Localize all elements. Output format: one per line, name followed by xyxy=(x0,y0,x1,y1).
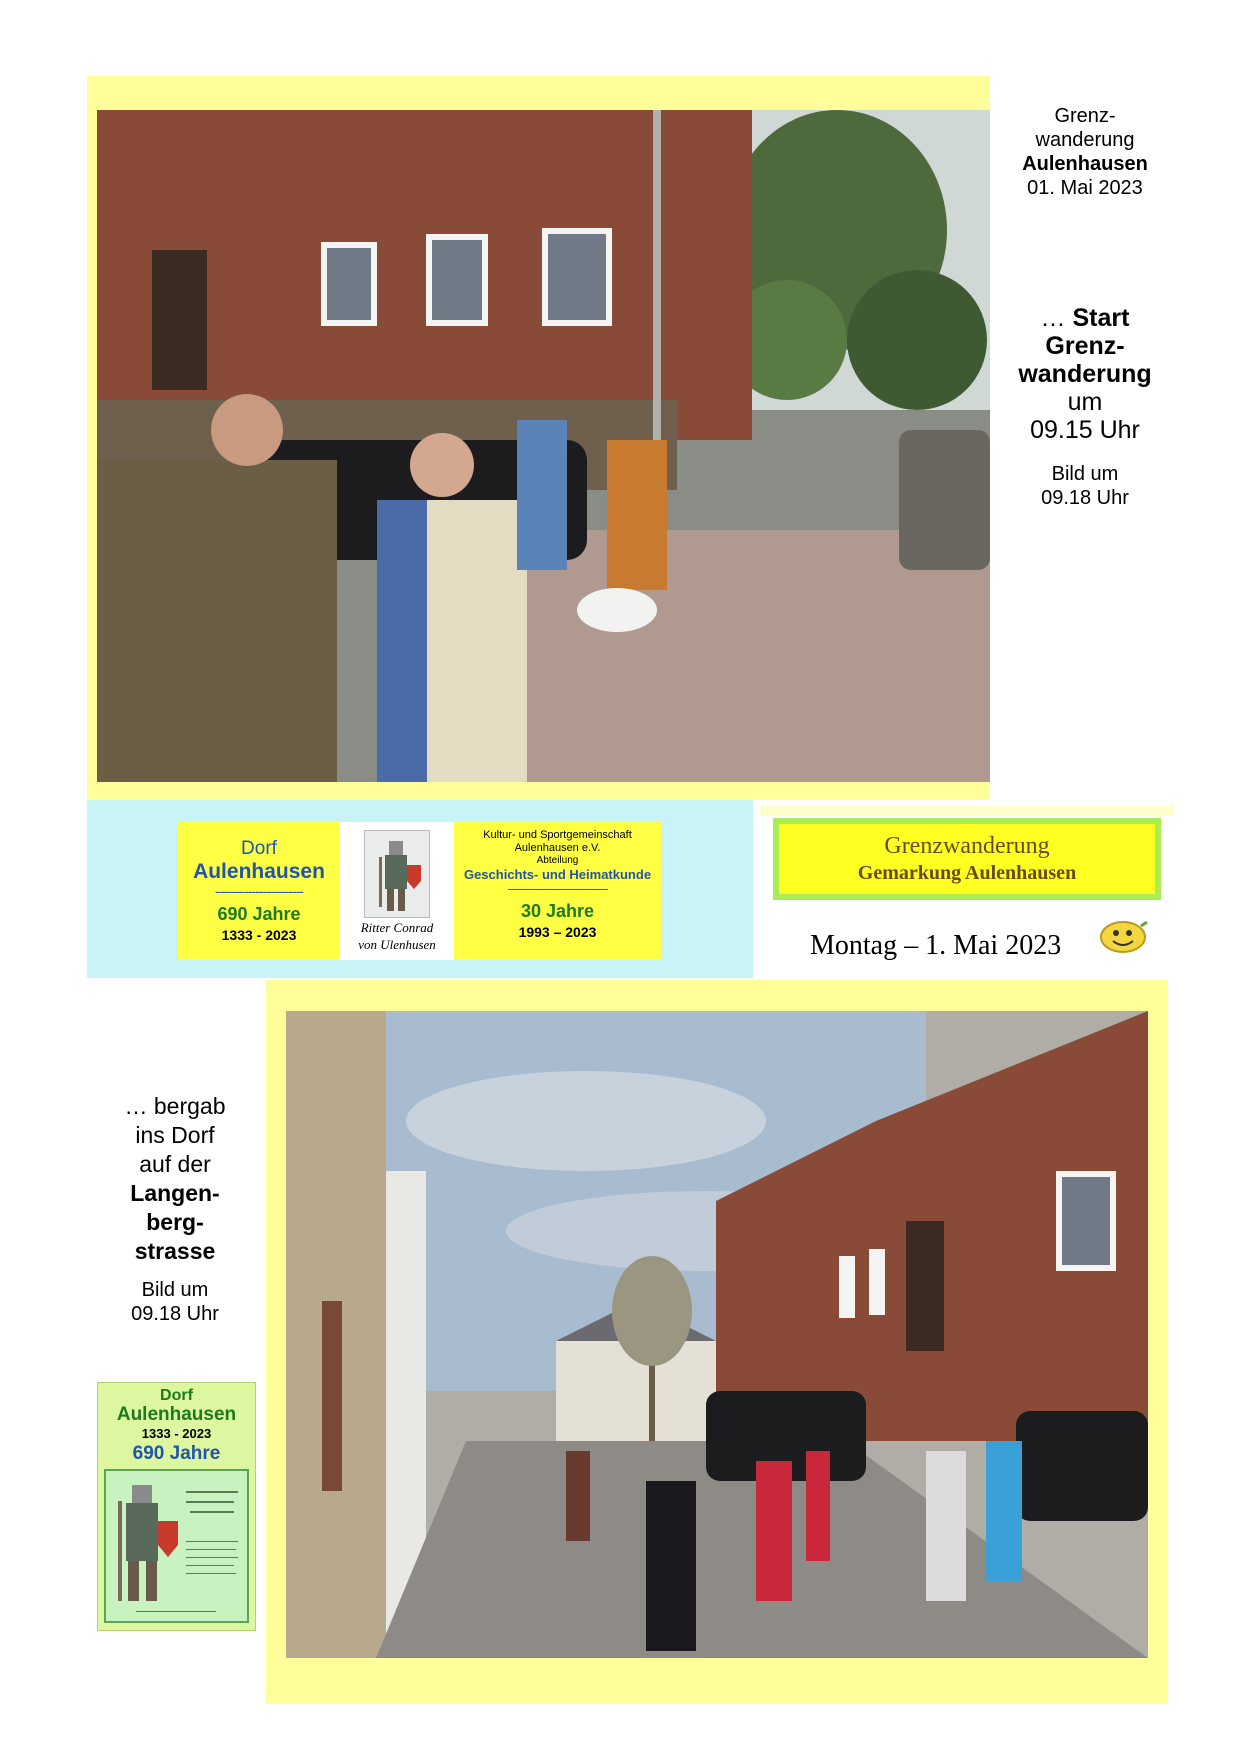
photo-langenbergstrasse xyxy=(286,1011,1148,1658)
caption-line: Bild um xyxy=(1051,463,1119,485)
caption-time: 09.15 Uhr xyxy=(1030,416,1140,444)
org-rule: ------------------------------ xyxy=(507,881,608,896)
poster-name: Aulenhausen xyxy=(116,1404,237,1425)
logo-name: Aulenhausen xyxy=(193,860,325,883)
knight-caption-2: von Ulenhusen xyxy=(358,937,436,952)
photo-start-grenzwanderung xyxy=(97,110,990,782)
ellipsis: … xyxy=(1040,304,1073,332)
caption-line: wanderung xyxy=(1018,360,1152,388)
caption-bergab xyxy=(95,1092,255,1266)
caption-street: berg- xyxy=(146,1209,204,1235)
poster-years: 1333 - 2023 xyxy=(141,1426,212,1441)
org-dept: Geschichts- und Heimatkunde xyxy=(463,867,652,882)
caption-time: 09.18 Uhr xyxy=(1041,487,1129,509)
caption-line xyxy=(1000,304,1170,332)
caption-street: Langen- xyxy=(130,1180,220,1206)
caption-bild-time-top xyxy=(1000,462,1170,510)
knight-caption-1: Ritter Conrad xyxy=(360,920,434,935)
caption-line: um xyxy=(1067,388,1103,416)
caption-line: auf der xyxy=(139,1151,211,1177)
grenzwanderung-title-box xyxy=(773,818,1161,900)
caption-start xyxy=(1000,304,1170,444)
poster-dorf: Dorf xyxy=(160,1387,193,1404)
caption-grenzwanderung-date xyxy=(1000,104,1170,200)
org-line-1: Kultur- und Sportgemeinschaft xyxy=(483,829,632,841)
logo-years: 1333 - 2023 xyxy=(221,927,297,943)
start-word: Start xyxy=(1072,304,1130,332)
org-years: 1993 – 2023 xyxy=(518,924,597,940)
logo-dorf-aulenhausen xyxy=(178,822,340,960)
caption-time: 09.18 Uhr xyxy=(131,1303,219,1325)
logo-jahre: 690 Jahre xyxy=(217,904,301,924)
smiley-icon xyxy=(1097,918,1149,956)
logo-ritter-conrad xyxy=(340,822,454,960)
date-line: Montag – 1. Mai 2023 xyxy=(810,930,1062,961)
grenz-subtitle: Gemarkung Aulenhausen xyxy=(857,862,1077,884)
poster-knight-image xyxy=(104,1469,249,1623)
caption-date: 01. Mai 2023 xyxy=(1027,177,1143,199)
poster-dorf-aulenhausen xyxy=(97,1382,256,1631)
caption-street: strasse xyxy=(134,1238,216,1264)
caption-line: ins Dorf xyxy=(135,1122,215,1148)
grenz-title: Grenzwanderung xyxy=(884,833,1050,859)
caption-place: Aulenhausen xyxy=(1022,153,1148,175)
caption-line: Grenz- xyxy=(1054,105,1116,127)
caption-line: … bergab xyxy=(124,1093,226,1119)
knight-image xyxy=(364,830,430,918)
caption-line: Bild um xyxy=(141,1279,209,1301)
org-line-2: Aulenhausen e.V. xyxy=(514,842,601,854)
caption-bild-time-bottom xyxy=(95,1278,255,1326)
right-band xyxy=(760,806,1174,816)
poster-jahre: 690 Jahre xyxy=(132,1443,221,1464)
logo-rule: ------------------------ xyxy=(215,883,303,899)
org-abteilung: Abteilung xyxy=(536,855,579,866)
caption-line: wanderung xyxy=(1035,129,1135,151)
caption-line: Grenz- xyxy=(1045,332,1125,360)
logo-dorf: Dorf xyxy=(241,838,277,859)
org-jahre: 30 Jahre xyxy=(520,901,595,921)
logo-kultur-sportgemeinschaft xyxy=(454,822,661,960)
